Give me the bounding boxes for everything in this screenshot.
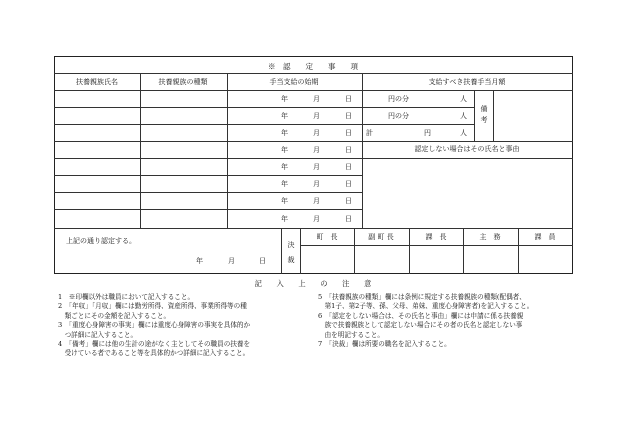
col-divider-start [362,73,363,228]
row-line [54,158,573,159]
row-line [54,107,362,108]
bottom-section-divider [54,228,573,229]
note-line: つ詳細に記入すること。 [58,330,138,339]
amount-person: 人 [460,95,467,103]
remarks-label: 備考 [480,105,488,124]
date-year: 年 [281,129,288,137]
col-divider-name [140,73,141,228]
date-month: 月 [313,146,320,154]
date-year: 年 [281,95,288,103]
amount-yen: 円 [424,129,431,137]
date-year: 年 [281,112,288,120]
approver-mayor: 町 長 [316,233,338,241]
note-line: 6 「認定をしない場合は、その氏名と事由」欄には申請に係る扶養親 [318,311,524,320]
row-line [54,192,362,193]
approver-divider [463,228,464,274]
notes-left [58,293,250,359]
note-line: 由を明記すること。 [318,330,384,339]
date-year: 年 [281,197,288,205]
certify-day: 日 [259,257,266,265]
note-line: 7 「決裁」欄は所要の職名を記入すること。 [318,340,451,349]
amount-yen: 円の分 [388,95,409,103]
note-line: 3 「重度心身障害の事実」欄には重度心身障害の事実を具体的か [58,321,251,330]
date-day: 日 [345,112,352,120]
amount-person: 人 [460,129,467,137]
amount-row-line [362,107,474,108]
note-line: 類ごとにその金額を記入すること。 [58,311,171,320]
date-day: 日 [345,197,352,205]
row-line [54,209,362,210]
note-line: 第1子、第2子等、孫、父母、弟妹、重度心身障害者)を記入すること。 [318,302,534,311]
approver-staff: 課 員 [534,233,556,241]
approver-divider [300,228,301,274]
header-dependent-kind: 扶養親族の種類 [158,78,208,86]
approver-header-line [300,245,573,246]
note-line: 2 「年収」「月収」欄には勤労所得、資産所得、事業所得等の種 [58,302,247,311]
certify-text: 上記の通り認定する。 [66,237,136,245]
date-year: 年 [281,146,288,154]
note-line: 5 「扶養親族の種類」欄には条例に規定する扶養親族の種類(配偶者、 [318,293,526,301]
date-day: 日 [345,180,352,188]
amount-person: 人 [460,112,467,120]
date-year: 年 [281,215,288,223]
amount-yen: 円の分 [388,112,409,120]
row-line [54,124,362,125]
header-monthly-amount: 支給すべき扶養手当月額 [428,78,506,86]
header-dependent-name: 扶養親族氏名 [76,78,118,86]
note-line: 受けている者であること等を具体的かつ詳細に記入すること。 [58,349,250,358]
not-certified-label: 認定しない場合はその氏名と事由 [414,145,520,153]
approver-divider [518,228,519,274]
date-day: 日 [345,146,352,154]
date-month: 月 [313,129,320,137]
col-divider-remarks-inner [493,90,494,141]
approver-divider [409,228,410,274]
date-month: 月 [313,197,320,205]
certify-year: 年 [196,257,203,265]
row-line [54,141,573,142]
form-title: ※ 認 定 事 項 [268,62,358,71]
date-year: 年 [281,163,288,171]
col-divider-remarks [474,90,475,141]
date-day: 日 [345,163,352,171]
decision-label: 決裁 [287,241,295,264]
amount-row-line [362,124,474,125]
date-day: 日 [345,215,352,223]
note-line: 4 「備考」欄には他の生計の途がなく主としてその職員の扶養を [58,340,251,349]
row-line [54,175,362,176]
date-year: 年 [281,180,288,188]
date-month: 月 [313,163,320,171]
approver-deputy-mayor: 副 町 長 [368,233,394,241]
notes-right [318,293,533,349]
col-divider-kind [227,73,228,228]
decision-divider [281,228,282,274]
date-month: 月 [313,112,320,120]
approver-divider [354,228,355,274]
approver-officer-in-charge: 主 務 [479,233,501,241]
approver-section-chief: 課 長 [425,233,447,241]
date-month: 月 [313,215,320,223]
header-divider [54,90,573,91]
date-day: 日 [345,129,352,137]
amount-total: 計 [366,129,373,137]
note-line: 1 ※印欄以外は職員において記入すること。 [58,293,195,301]
certify-month: 月 [228,257,235,265]
notes-title: 記 入 上 の 注 意 [254,279,372,288]
date-day: 日 [345,95,352,103]
note-line: 族で扶養親族として認定しない場合にその者の氏名と認定しない事 [318,321,523,330]
date-month: 月 [313,95,320,103]
title-divider [54,73,573,74]
date-month: 月 [313,180,320,188]
header-start-date: 手当支給の始期 [269,78,319,86]
